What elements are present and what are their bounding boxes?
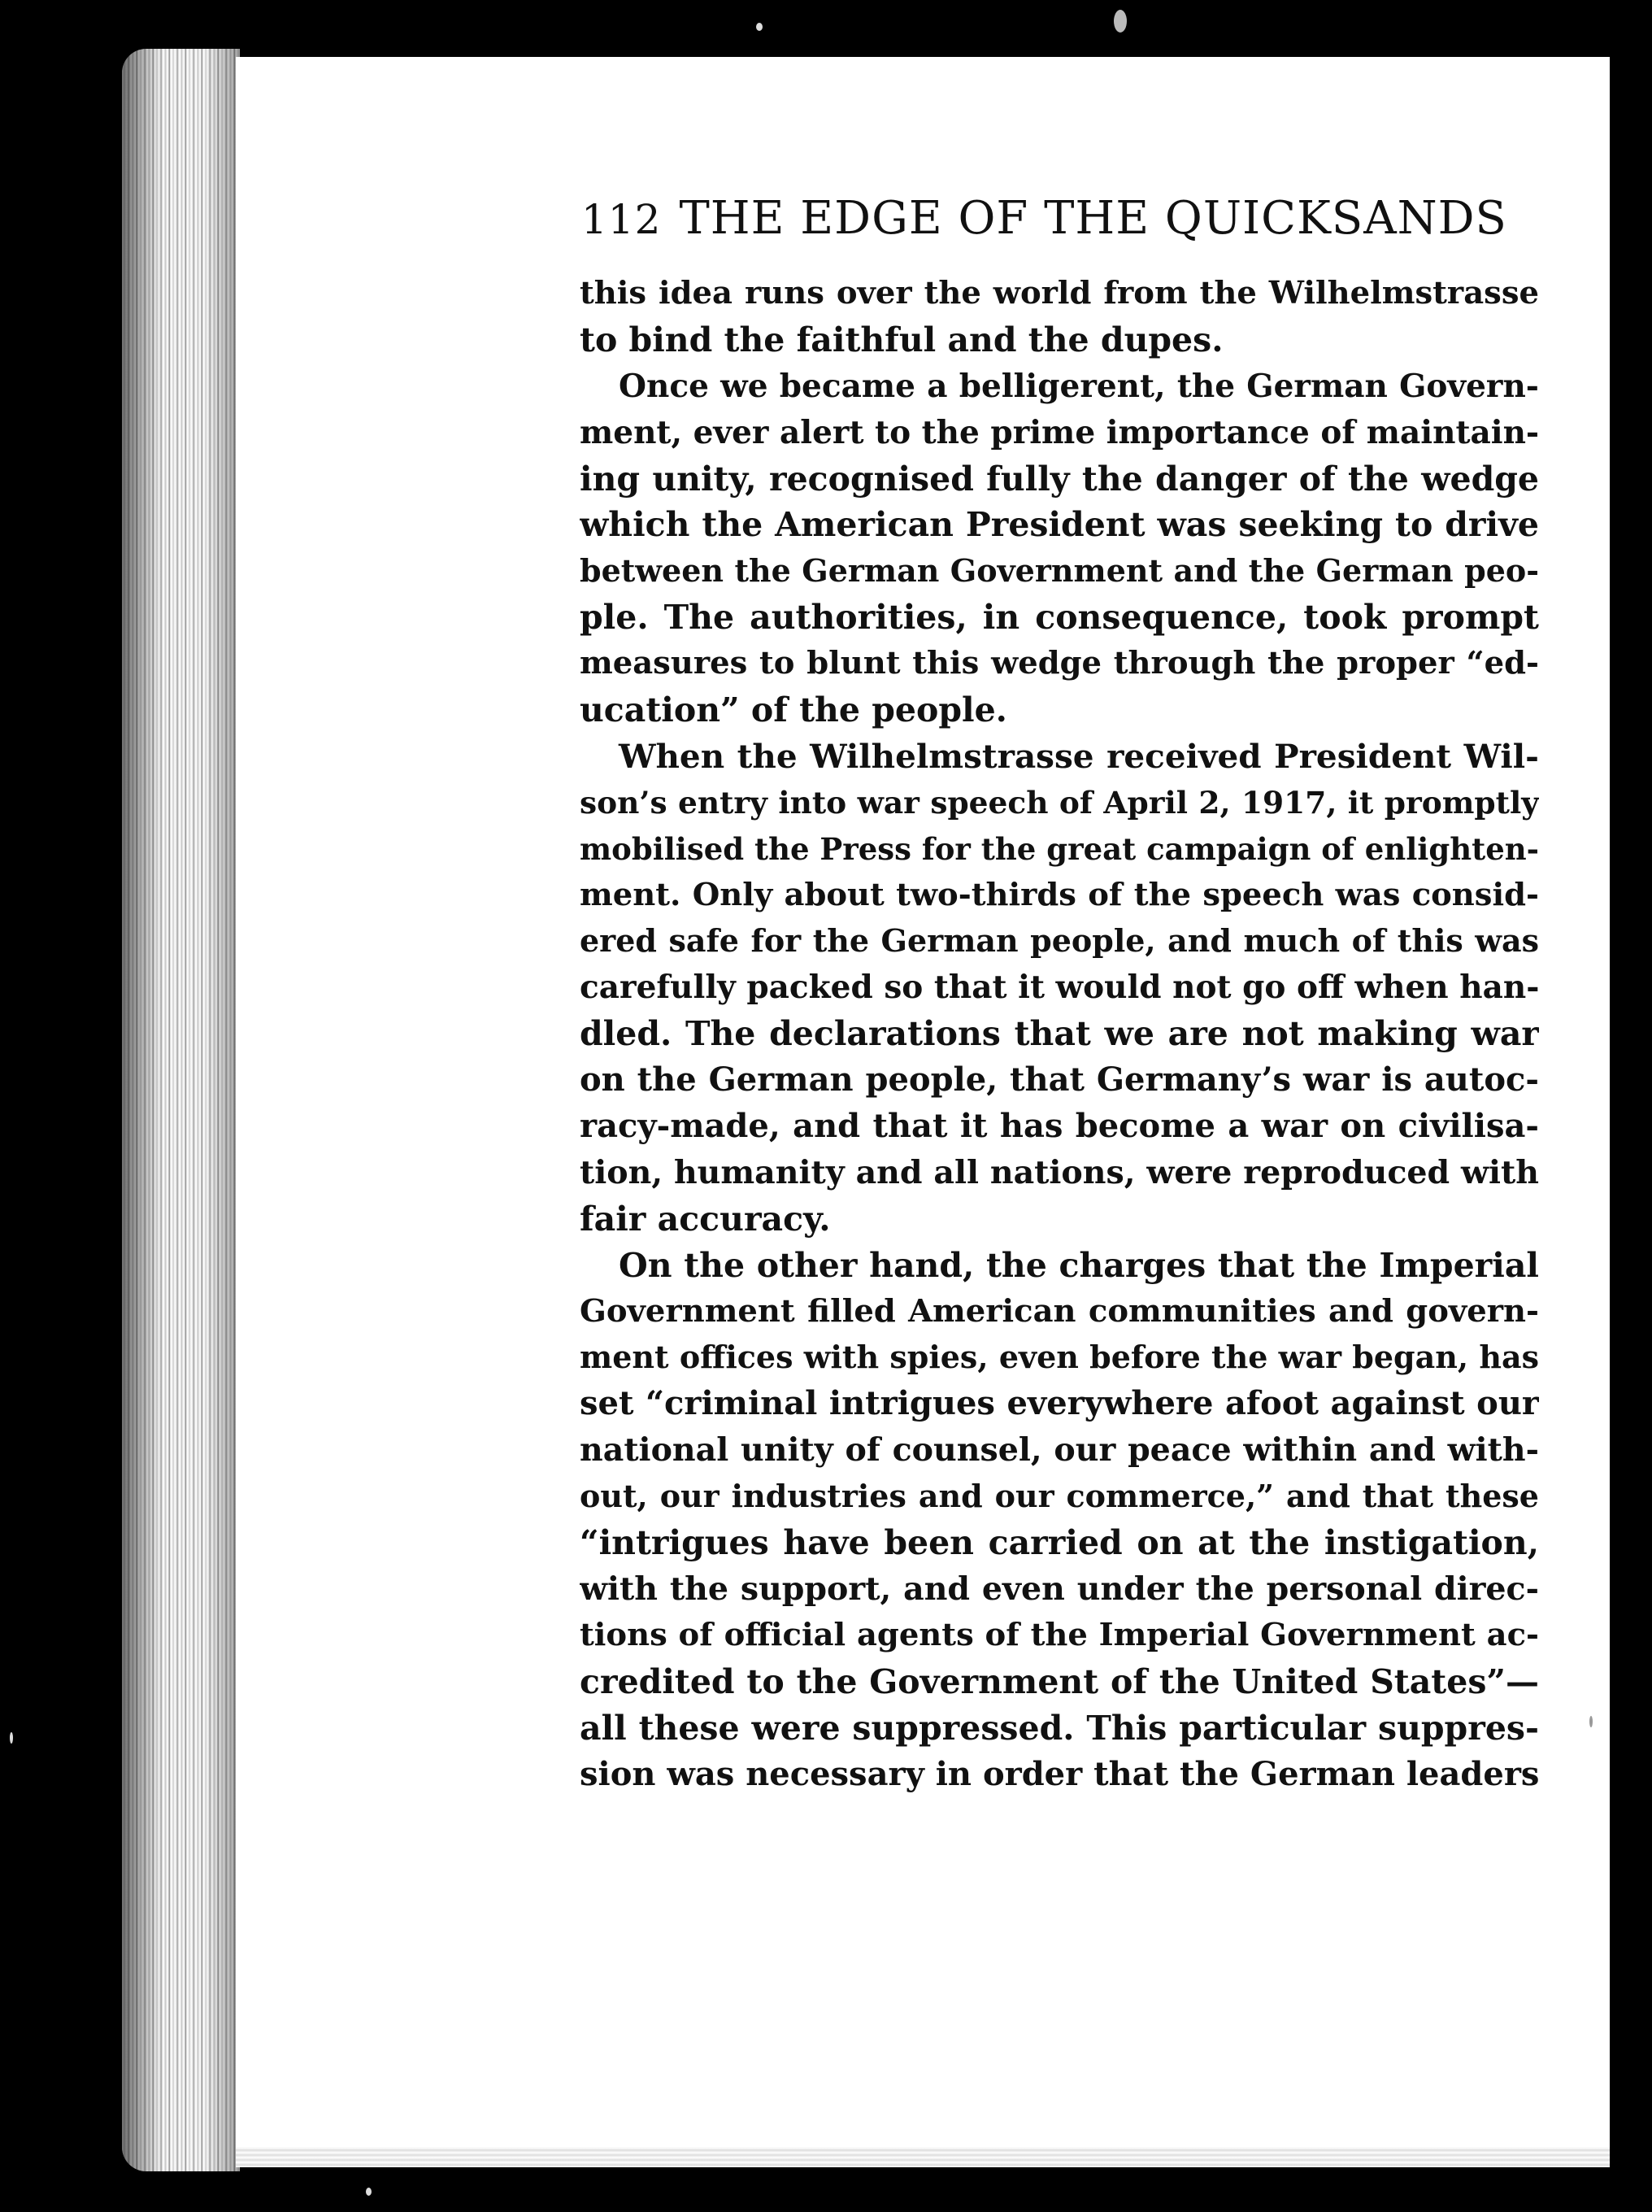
text-line: credited to the Government of the United States”— [580, 1661, 1539, 1701]
text-line: ment. Only about two-thirds of the speech was consid- [580, 876, 1539, 913]
page-body-text [580, 271, 1539, 1797]
text-line: “intrigues have been carried on at the instigation, [580, 1523, 1539, 1563]
text-line: national unity of counsel, our peace within and with- [580, 1431, 1539, 1470]
text-line: ment offices with spies, even before the war began, has [580, 1339, 1539, 1376]
scan-speck [366, 2188, 372, 2196]
text-line: all these were suppressed. This particular suppres- [580, 1708, 1539, 1748]
running-head [581, 184, 1541, 255]
text-line: ered safe for the German people, and much of this was [580, 922, 1539, 960]
text-line: between the German Government and the German peo- [580, 552, 1539, 590]
page-number: 112 [581, 196, 662, 243]
text-line: tion, humanity and all nations, were reproduced with [580, 1153, 1539, 1191]
running-title: THE EDGE OF THE QUICKSANDS [679, 192, 1507, 245]
text-line: out, our industries and our commerce,” and that these [580, 1478, 1539, 1515]
scan-speck [1589, 1716, 1593, 1727]
text-line: set “criminal intrigues everywhere afoot against our [580, 1384, 1539, 1423]
text-line: fair accuracy. [580, 1199, 831, 1239]
text-line: When the Wilhelmstrasse received President Wil- [619, 736, 1539, 776]
scan-speck [1114, 10, 1127, 33]
text-line: Government filled American communities and govern- [580, 1292, 1539, 1330]
text-line: tions of official agents of the Imperial Government ac- [580, 1616, 1539, 1653]
text-line: ucation” of the people. [580, 690, 1007, 730]
scan-speck [10, 1732, 13, 1744]
text-line: Once we became a belligerent, the German Govern- [619, 367, 1539, 405]
text-line: ment, ever alert to the prime importance of maintain- [580, 413, 1539, 451]
text-line: with the support, and even under the personal direc- [580, 1570, 1539, 1608]
scan-speck [756, 23, 763, 31]
text-line: racy-made, and that it has become a war on civilisa- [580, 1107, 1539, 1146]
book-edge-shadow [122, 49, 240, 2171]
text-line: ple. The authorities, in consequence, took prompt [580, 598, 1539, 638]
text-line: on the German people, that Germany’s war is autoc- [580, 1060, 1539, 1099]
text-line: On the other hand, the charges that the Imperial [619, 1245, 1539, 1285]
text-line: dled. The declarations that we are not making war [580, 1014, 1539, 1054]
text-line: to bind the faithful and the dupes. [580, 320, 1224, 359]
text-line: son’s entry into war speech of April 2, 1917, it promptly [580, 784, 1539, 821]
text-line: carefully packed so that it would not go off when han- [580, 969, 1539, 1007]
text-line: measures to blunt this wedge through the proper “ed- [580, 645, 1539, 682]
text-line: this idea runs over the world from the Wilhelmstrasse [580, 275, 1539, 311]
text-line: ing unity, recognised fully the danger of the wedge [580, 459, 1539, 499]
text-line: which the American President was seeking to drive [580, 505, 1539, 545]
text-line: sion was necessary in order that the German leaders [580, 1754, 1539, 1793]
page-bottom-edge [236, 2147, 1610, 2167]
text-line: mobilised the Press for the great campaign of enlighten- [580, 830, 1539, 867]
